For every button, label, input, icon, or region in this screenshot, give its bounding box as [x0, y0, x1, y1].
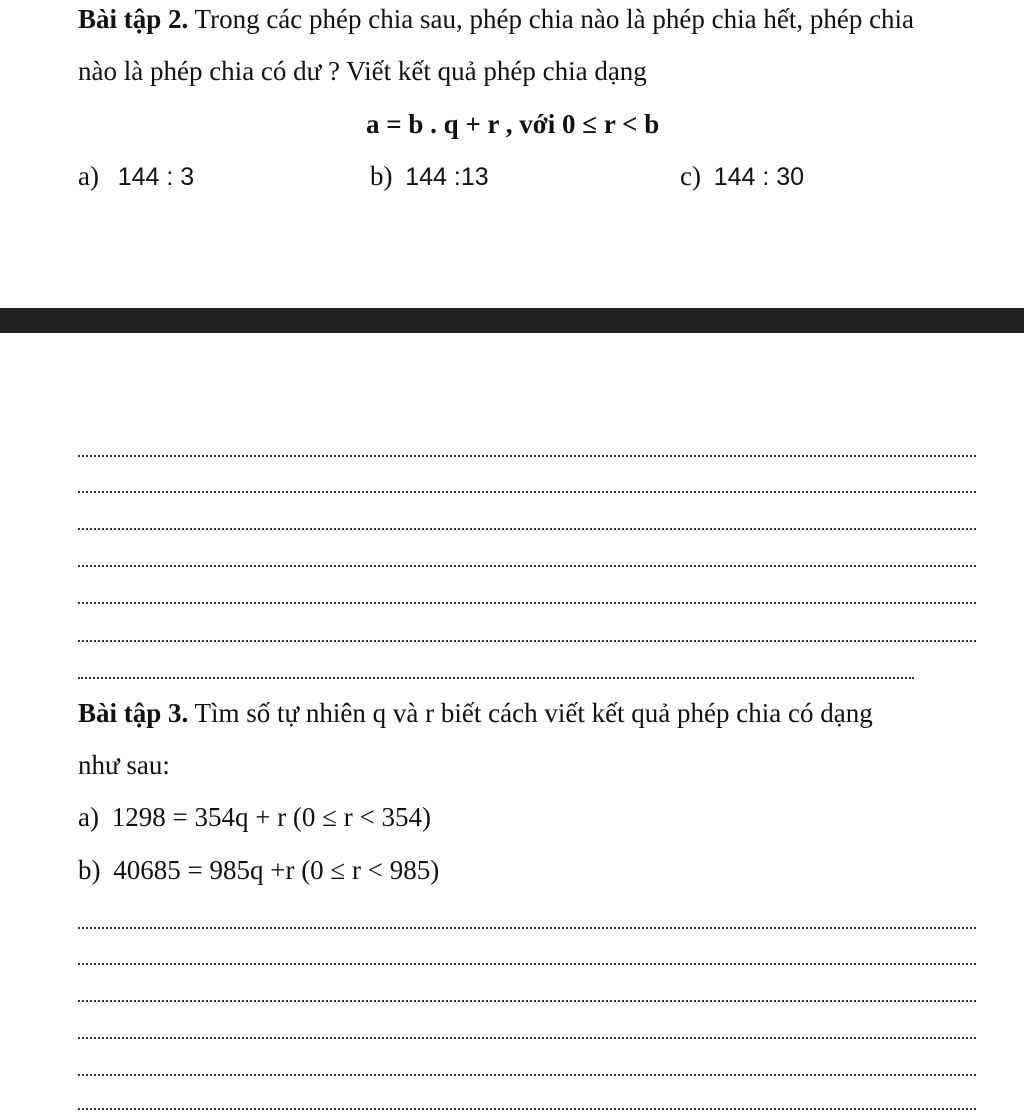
item-label: b): [78, 855, 101, 885]
dark-separator-band: [0, 308, 1024, 333]
item-expression: 144 : 30: [713, 163, 805, 191]
exercise3-text-line1: Tìm số tự nhiên q và r biết cách viết kết quả phép chia có dạng: [188, 698, 873, 728]
item-expression: 1298 = 354q + r (0 ≤ r < 354): [111, 802, 431, 832]
exercise2-formula: a = b . q + r , với 0 ≤ r < b: [366, 109, 660, 139]
answer-dotted-line: [78, 491, 976, 493]
item-expression: 144 :13: [405, 163, 489, 191]
answer-dotted-line: [78, 1074, 976, 1076]
exercise2-text-line2: nào là phép chia có dư ? Viết kết quả phép chia dạng: [78, 56, 647, 86]
answer-dotted-line: [78, 963, 976, 965]
item-label: c): [680, 161, 701, 191]
answer-dotted-line: [78, 528, 976, 530]
exercise3-title: Bài tập 3.: [78, 698, 189, 728]
exercise3-text-line2: như sau:: [78, 750, 170, 780]
exercise3-item-a: [78, 801, 431, 833]
exercise3-heading-line: [78, 697, 873, 729]
exercise2-text-line1: Trong các phép chia sau, phép chia nào là phép chia hết, phép chia: [188, 4, 915, 34]
answer-dotted-line: [78, 565, 976, 567]
item-label: a): [78, 802, 99, 832]
answer-dotted-line: [78, 602, 976, 604]
item-expression: 40685 = 985q +r (0 ≤ r < 985): [113, 855, 440, 885]
answer-dotted-line: [78, 927, 976, 929]
item-label: b): [370, 161, 393, 191]
answer-dotted-line: [78, 677, 914, 679]
item-expression: 144 : 3: [117, 163, 195, 191]
answer-dotted-line: [78, 1000, 976, 1002]
exercise2-item-b: [370, 160, 489, 193]
exercise2-item-c: [680, 160, 804, 193]
exercise2-item-a: [78, 160, 194, 193]
answer-dotted-line: [78, 1037, 976, 1039]
answer-dotted-line: [78, 1108, 976, 1110]
exercise2-heading-line: [78, 3, 914, 35]
exercise3-item-b: [78, 854, 439, 886]
exercise2-title: Bài tập 2.: [78, 4, 189, 34]
answer-dotted-line: [78, 455, 976, 457]
answer-dotted-line: [78, 640, 976, 642]
item-label: a): [78, 161, 99, 191]
